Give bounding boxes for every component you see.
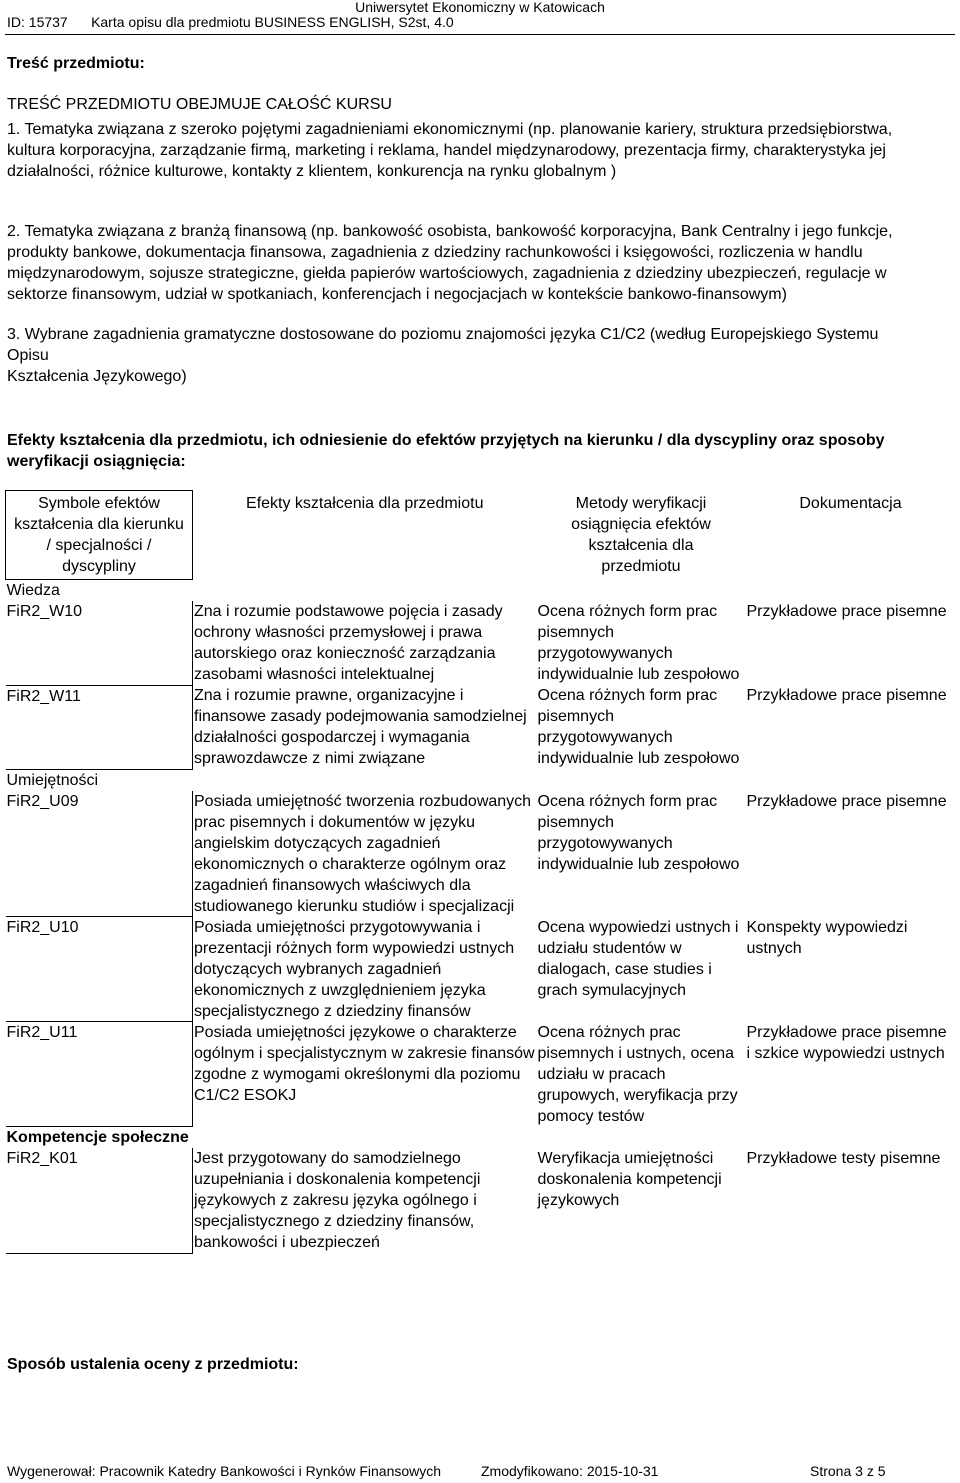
column-header-effects: Efekty kształcenia dla przedmiotu [246, 494, 484, 512]
effect-description: Posiada umiejętności przygotowywania i prezentacji różnych form wypowiedzi ustnych dotyczących wybranych zagadnień ekonomicznych z uwzględnieniem języka specjalistycznego z dziedziny finansów [193, 917, 537, 1022]
content-item-1-line: działalności, różnice kulturowe, kontakty z klientem, konkurencja na rynku globalnym ) [7, 163, 617, 180]
effect-description: Posiada umiejętności językowe o charakterze ogólnym i specjalistycznym w zakresie finansów zgodne z wymogami określonymi dla poziomu C1/C2 ESOKJ [193, 1022, 537, 1127]
effect-description: Posiada umiejętność tworzenia rozbudowanych prac pisemnych i dokumentów w języku angielskim dotyczących zagadnień ekonomicznych o charakterze ogólnym oraz zagadnień finansowych właściwych dla studiowanego kierunku studiów i specjalizacji [193, 791, 537, 917]
content-item-2 [7, 221, 953, 305]
section-row [6, 769, 956, 791]
section-title: Wiedza [6, 582, 60, 599]
documentation: Przykładowe prace pisemne [746, 792, 947, 810]
effect-symbol: FiR2_W10 [6, 601, 193, 685]
section-row [6, 1127, 956, 1149]
footer-modified-date: Zmodyfikowano: 2015-10-31 [481, 1463, 659, 1479]
documentation: Konspekty wypowiedzi ustnych [746, 918, 908, 957]
footer-generated-by: Wygenerował: Pracownik Katedry Bankowości i Rynków Finansowych [7, 1463, 442, 1479]
table-row [6, 601, 956, 685]
content-item-2-line: 2. Tematyka związana z branżą finansową (np. bankowość osobista, bankowość korporacyjna, Bank Centralny i jego funkcje, [7, 223, 893, 240]
content-item-3-line: Opisu [7, 347, 49, 364]
verification-method: Weryfikacja umiejętności doskonalenia kompetencji językowych [537, 1150, 722, 1209]
effects-heading-line: Efekty kształcenia dla przedmiotu, ich odniesienie do efektów przyjętych na kierunku / dla dyscypliny oraz sposoby [7, 432, 885, 449]
content-item-3 [7, 324, 953, 387]
effect-description: Zna i rozumie prawne, organizacyjne i finansowe zasady podejmowania samodzielnej działalności gospodarczej i wymagania sprawozdawcze z nimi związane [193, 685, 537, 769]
verification-method: Ocena różnych form prac pisemnych przygotowywanych indywidualnie lub zespołowo [537, 792, 740, 873]
column-header-symbols: Symbole efektów kształcenia dla kierunku / specjalności / dyscypliny [6, 491, 193, 580]
table-row [6, 1022, 956, 1127]
column-header-methods: Metody weryfikacji osiągnięcia efektów kształcenia dla przedmiotu [571, 494, 711, 575]
content-heading: Treść przedmiotu: [7, 55, 145, 72]
content-item-2-line: sektorze finansowym, udział w spotkaniach, konferencjach i negocjacjach w kontekście bankowo-finansowym) [7, 286, 787, 303]
content-item-3-line: 3. Wybrane zagadnienia gramatyczne dostosowane do poziomu znajomości języka C1/C2 (według Europejskiego Systemu [7, 326, 879, 343]
effects-heading [7, 430, 953, 472]
content-item-2-line: produkty bankowe, dokumentacja finansowa, zagadnienia z dziedziny rachunkowości i księgowości, rozliczenia w handlu [7, 244, 863, 261]
effect-description: Zna i rozumie podstawowe pojęcia i zasady ochrony własności przemysłowej i prawa autorskiego oraz konieczność zarządzania zasobami własności intelektualnej [193, 601, 537, 685]
content-intro: TREŚĆ PRZEDMIOTU OBEJMUJE CAŁOŚĆ KURSU [7, 96, 392, 113]
table-row [6, 791, 956, 917]
effect-symbol: FiR2_W11 [6, 685, 193, 769]
effect-description: Jest przygotowany do samodzielnego uzupełniania i doskonalenia kompetencji językowych z zakresu języka ogólnego i specjalistycznego z dziedziny finansów, bankowości i ubezpieczeń [193, 1148, 537, 1253]
content-item-1 [7, 119, 953, 182]
content-item-2-line: międzynarodowym, sojusze strategiczne, giełda papierów wartościowych, zagadnienia z dziedziny ubezpieczeń, regulacje w [7, 265, 887, 282]
column-header-documentation: Dokumentacja [799, 494, 902, 512]
footer-page-number: Strona 3 z 5 [810, 1463, 886, 1479]
course-card-title: Karta opisu dla predmiotu BUSINESS ENGLISH, S2st, 4.0 [91, 14, 454, 30]
document-header-line [7, 15, 454, 30]
content-item-3-line: Kształcenia Językowego) [7, 368, 187, 385]
document-id: ID: 15737 [7, 14, 68, 30]
content-item-1-line: 1. Tematyka związana z szeroko pojętymi zagadnieniami ekonomicznymi (np. planowanie kariery, struktura przedsiębiorstwa, [7, 121, 893, 138]
effects-table [5, 490, 956, 1254]
effect-symbol: FiR2_U11 [6, 1022, 193, 1127]
header-divider [5, 34, 955, 35]
verification-method: Ocena różnych prac pisemnych i ustnych, ocena udziału w pracach grupowych, weryfikacja przy pomocy testów [537, 1023, 738, 1125]
verification-method: Ocena różnych form prac pisemnych przygotowywanych indywidualnie lub zespołowo [537, 603, 740, 683]
effects-heading-line: weryfikacji osiągnięcia: [7, 453, 186, 470]
documentation: Przykładowe prace pisemne [746, 603, 947, 620]
documentation: Przykładowe testy pisemne [746, 1150, 941, 1167]
verification-method: Ocena wypowiedzi ustnych i udziału studentów w dialogach, case studies i grach symulacyjnych [537, 918, 739, 999]
table-row [6, 685, 956, 769]
table-row [6, 917, 956, 1022]
table-row [6, 1148, 956, 1253]
table-header-row [6, 491, 956, 580]
verification-method: Ocena różnych form prac pisemnych przygotowywanych indywidualnie lub zespołowo [537, 687, 740, 767]
university-name: Uniwersytet Ekonomiczny w Katowicach [355, 0, 605, 15]
content-item-1-line: kultura korporacyjna, zarządzanie firmą, marketing i reklama, handel międzynarodowy, prezentacja firmy, charakterystyka jej [7, 142, 886, 159]
effect-symbol: FiR2_U09 [6, 791, 193, 917]
section-row [6, 580, 956, 602]
effect-symbol: FiR2_U10 [6, 917, 193, 1022]
section-title: Umiejętności [6, 771, 99, 789]
grading-heading: Sposób ustalenia oceny z przedmiotu: [7, 1356, 299, 1373]
section-title: Kompetencje społeczne [6, 1129, 189, 1146]
documentation: Przykładowe prace pisemne i szkice wypowiedzi ustnych [746, 1023, 947, 1062]
effect-symbol: FiR2_K01 [6, 1148, 193, 1253]
documentation: Przykładowe prace pisemne [746, 687, 947, 704]
